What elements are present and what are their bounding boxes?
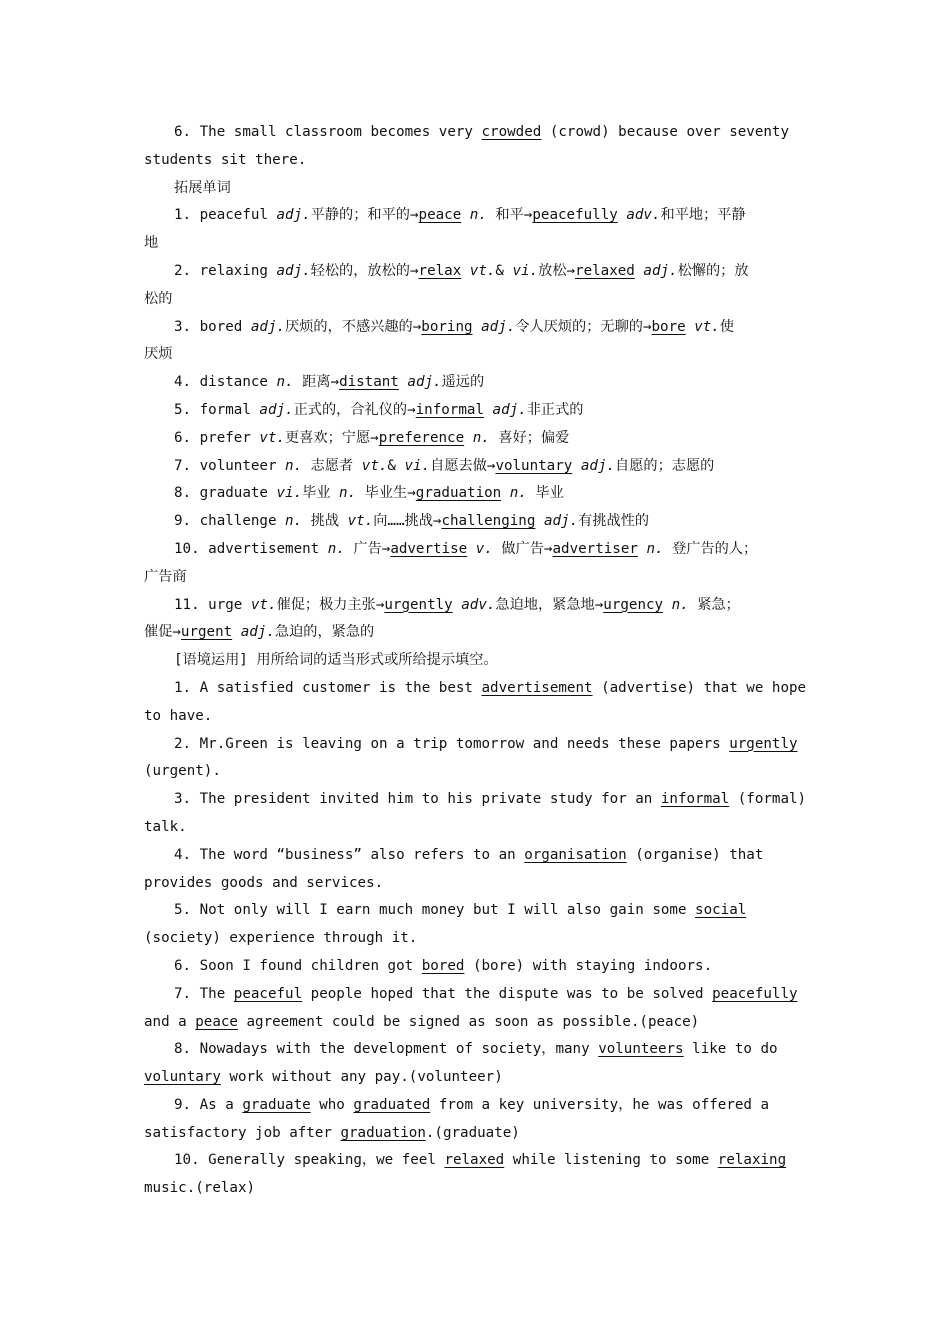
text-line (144, 147, 804, 175)
text-line (144, 369, 804, 397)
text-segment: while listening to some (504, 1152, 718, 1169)
part-of-speech: vt. (259, 429, 286, 446)
text-segment: 登广告的人； (663, 540, 758, 557)
answer-word: relax (418, 262, 462, 279)
text-segment: 11. urge (174, 596, 251, 613)
text-line (144, 619, 804, 647)
text-line (144, 675, 807, 703)
text-line (144, 953, 804, 981)
text-segment: students sit there. (144, 151, 307, 168)
answer-word: urgently (729, 735, 798, 752)
text-segment (453, 597, 462, 613)
answer-word: advertisement (481, 679, 593, 696)
text-segment: 6. prefer (174, 429, 260, 446)
text-segment (501, 485, 510, 501)
text-segment: work without any pay.(volunteer) (220, 1069, 503, 1086)
part-of-speech: adv. (626, 207, 661, 224)
answer-word: relaxed (575, 262, 635, 279)
document-page (144, 119, 807, 1203)
answer-word: urgent (180, 624, 233, 641)
text-segment: (urgent). (144, 763, 221, 780)
answer-word: graduate (242, 1096, 311, 1113)
part-of-speech: adv. (461, 596, 496, 613)
text-segment: [语境运用] 用所给词的适当形式或所给提示填空。 (174, 652, 498, 669)
text-segment: 毕业 (526, 485, 564, 502)
answer-word: volunteers (598, 1041, 684, 1058)
answer-word: distant (339, 374, 399, 391)
text-segment: 4. The word “business” also refers to an (174, 846, 525, 863)
text-segment: 毕业生→ (356, 485, 416, 502)
text-line (144, 842, 804, 870)
text-segment: 厌烦的，不感兴趣的→ (285, 318, 422, 335)
text-line (144, 1147, 804, 1175)
answer-word: relaxed (444, 1152, 505, 1169)
text-segment: 10. Generally speaking，we feel (174, 1152, 445, 1169)
text-segment: 和平地；平静 (660, 207, 746, 224)
part-of-speech: adj. (259, 401, 294, 418)
text-segment: 催促；极力主张→ (276, 596, 385, 613)
text-line (144, 592, 804, 620)
text-segment: talk. (144, 818, 187, 835)
text-segment: 正式的，合礼仪的→ (293, 401, 416, 418)
text-segment: .(graduate) (425, 1124, 520, 1141)
text-segment: 轻松的，放松的→ (310, 262, 419, 279)
part-of-speech: vt. (361, 457, 388, 474)
text-segment: 广告商 (144, 568, 187, 585)
text-line (144, 1009, 804, 1037)
text-segment: 距离→ (293, 374, 340, 391)
text-segment: 4. distance (174, 374, 277, 391)
answer-word: informal (660, 791, 730, 808)
text-line (144, 647, 804, 675)
text-segment: & (495, 262, 513, 279)
part-of-speech: vt. (694, 318, 720, 335)
text-segment (663, 597, 672, 613)
answer-word: advertiser (552, 540, 638, 557)
text-segment: 5. formal (174, 401, 260, 418)
text-line (144, 202, 804, 230)
text-line (144, 1092, 804, 1120)
part-of-speech: adj. (643, 262, 678, 279)
part-of-speech: adj. (240, 624, 275, 641)
answer-word: challenging (441, 513, 536, 530)
text-segment: 松的 (144, 290, 173, 307)
text-line (144, 397, 804, 425)
text-line (144, 925, 804, 953)
text-segment: and a (144, 1013, 196, 1030)
text-line (144, 870, 804, 898)
text-line (144, 758, 804, 786)
answer-word: graduated (353, 1096, 431, 1113)
text-line (144, 314, 804, 342)
answer-word: organisation (524, 846, 627, 863)
text-line (144, 731, 804, 759)
text-segment: 松懈的；放 (677, 262, 749, 279)
text-segment: 5. Not only will I earn much money but I will also gain some (174, 902, 696, 919)
text-segment: 使 (719, 318, 735, 335)
text-segment: 2. Mr.Green is leaving on a trip tomorrow and needs these papers (174, 735, 730, 752)
text-line (144, 981, 804, 1009)
text-segment: (organise) that (626, 846, 764, 863)
text-segment: music.(relax) (144, 1180, 256, 1197)
text-line (144, 508, 804, 536)
text-segment: & (387, 457, 405, 474)
part-of-speech: vt. (469, 262, 496, 279)
text-segment: (society) experience through it. (144, 930, 418, 947)
text-segment: 厌烦 (144, 346, 173, 363)
text-line (144, 480, 804, 508)
part-of-speech: adj. (481, 318, 516, 335)
text-segment: 广告→ (344, 540, 391, 557)
text-segment: (advertise) that we hope (592, 679, 807, 696)
text-segment: 6. Soon I found children got (174, 957, 422, 974)
text-line (144, 286, 804, 314)
answer-word: bore (651, 318, 686, 335)
part-of-speech: n. (472, 429, 490, 446)
text-segment (572, 458, 581, 474)
text-segment: 喜好；偏爱 (489, 429, 570, 446)
part-of-speech: vt. (250, 596, 277, 613)
text-line (144, 897, 804, 925)
part-of-speech: n. (285, 513, 303, 530)
text-segment: 7. volunteer (174, 457, 286, 474)
text-segment (232, 624, 241, 640)
text-segment: (formal) (729, 791, 807, 808)
text-segment (484, 402, 493, 418)
text-segment (535, 513, 544, 529)
text-segment: 10. advertisement (174, 540, 328, 557)
text-segment (464, 430, 473, 446)
text-segment: 6. The small classroom becomes very (174, 124, 482, 140)
text-segment: (bore) with staying indoors. (464, 957, 713, 974)
answer-word: relaxing (717, 1152, 787, 1169)
text-segment: 放松→ (538, 262, 576, 279)
part-of-speech: adj. (492, 401, 527, 418)
part-of-speech: adj. (407, 374, 442, 391)
part-of-speech: n. (327, 540, 345, 557)
part-of-speech: vt. (347, 513, 374, 530)
part-of-speech: adj. (580, 457, 616, 474)
answer-word: informal (415, 401, 484, 418)
text-segment: people hoped that the dispute was to be solved (302, 985, 713, 1002)
part-of-speech: adj. (250, 318, 286, 335)
part-of-speech: n. (276, 374, 294, 391)
answer-word: peace (195, 1013, 238, 1030)
text-segment: 做广告→ (492, 540, 553, 557)
text-segment: 挑战 (302, 513, 348, 530)
text-segment: 自愿的；志愿的 (615, 457, 715, 474)
text-segment: 3. bored (174, 318, 251, 335)
answer-word: peaceful (233, 985, 303, 1002)
part-of-speech: n. (339, 485, 357, 502)
part-of-speech: n. (646, 540, 664, 557)
text-segment: 非正式的 (526, 401, 584, 418)
answer-word: voluntary (144, 1069, 221, 1086)
text-line (144, 536, 804, 564)
text-line (144, 425, 804, 453)
part-of-speech: vi. (512, 262, 539, 279)
text-segment: 遥远的 (441, 374, 485, 391)
text-segment: agreement could be signed as soon as possible.(peace) (237, 1013, 700, 1030)
text-line (144, 1175, 804, 1203)
answer-word: boring (421, 318, 473, 335)
answer-word: peacefully (712, 985, 798, 1002)
text-segment: 紧急； (688, 596, 740, 613)
text-segment: 8. graduate (174, 485, 277, 502)
text-line (144, 564, 804, 592)
text-segment: 1. A satisfied customer is the best (174, 679, 482, 696)
text-segment: 9. challenge (174, 513, 286, 530)
text-segment: 拓展单词 (174, 179, 231, 196)
text-segment: 2. relaxing (174, 262, 277, 279)
text-segment: 志愿者 (302, 457, 362, 474)
answer-word: bored (421, 957, 465, 974)
text-segment (461, 207, 470, 223)
answer-word: graduation (340, 1124, 426, 1141)
part-of-speech: adj. (543, 513, 579, 530)
part-of-speech: adj. (276, 262, 311, 279)
text-line (144, 1036, 804, 1064)
text-segment: 和平→ (486, 207, 533, 224)
part-of-speech: n. (469, 207, 487, 224)
part-of-speech: vi. (404, 457, 431, 474)
text-segment (461, 263, 470, 279)
text-segment (473, 319, 482, 335)
text-segment: 7. The (174, 985, 234, 1002)
text-segment: 地 (144, 235, 159, 252)
text-segment: provides goods and services. (144, 874, 384, 891)
text-segment: 催促→ (144, 624, 181, 641)
part-of-speech: v. (475, 540, 493, 557)
text-line (144, 1064, 804, 1092)
answer-word: crowded (481, 124, 542, 140)
text-segment: (crowd) because over seventy (541, 124, 790, 140)
answer-word: preference (378, 429, 465, 446)
answer-word: advertise (390, 540, 468, 557)
part-of-speech: n. (671, 596, 689, 613)
text-segment: 令人厌烦的；无聊的→ (515, 318, 652, 335)
text-segment: satisfactory job after (144, 1124, 341, 1141)
text-line (144, 814, 804, 842)
text-line (144, 786, 807, 814)
text-segment: 1. peaceful (174, 207, 277, 224)
text-segment: who (310, 1096, 354, 1113)
text-segment: 平静的；和平的→ (310, 207, 419, 224)
text-segment: 更喜欢；宁愿→ (285, 429, 379, 446)
text-segment (686, 319, 695, 335)
answer-word: peacefully (532, 207, 618, 224)
text-segment: from a key university，he was offered a (430, 1096, 770, 1113)
answer-word: social (695, 902, 747, 919)
text-line (144, 258, 804, 286)
part-of-speech: adj. (276, 207, 311, 224)
part-of-speech: n. (285, 457, 303, 474)
answer-word: urgency (603, 596, 664, 613)
text-segment: 自愿去做→ (430, 457, 496, 474)
text-line (144, 230, 804, 258)
text-line (144, 1120, 804, 1148)
part-of-speech: vi. (276, 485, 303, 502)
text-line (144, 453, 804, 481)
text-segment: 有挑战性的 (578, 513, 650, 530)
text-segment: 毕业 (302, 485, 340, 502)
text-segment: like to do (683, 1041, 778, 1058)
answer-word: urgently (384, 596, 453, 613)
text-line (144, 119, 804, 147)
text-segment: 急迫的，紧急的 (274, 624, 375, 641)
text-segment: to have. (144, 707, 213, 724)
part-of-speech: n. (509, 485, 527, 502)
text-line (144, 175, 804, 203)
answer-word: graduation (415, 485, 502, 502)
text-line (144, 703, 804, 731)
text-segment: 向……挑战→ (373, 513, 442, 530)
answer-word: voluntary (495, 457, 573, 474)
text-segment (467, 541, 476, 557)
text-segment: 3. The president invited him to his private study for an (174, 791, 661, 808)
answer-word: peace (418, 207, 462, 224)
text-segment: 8. Nowadays with the development of society，many (174, 1041, 599, 1058)
text-segment: 急迫地，紧急地→ (495, 596, 604, 613)
text-line (144, 341, 804, 369)
text-segment: 9. As a (174, 1096, 243, 1113)
